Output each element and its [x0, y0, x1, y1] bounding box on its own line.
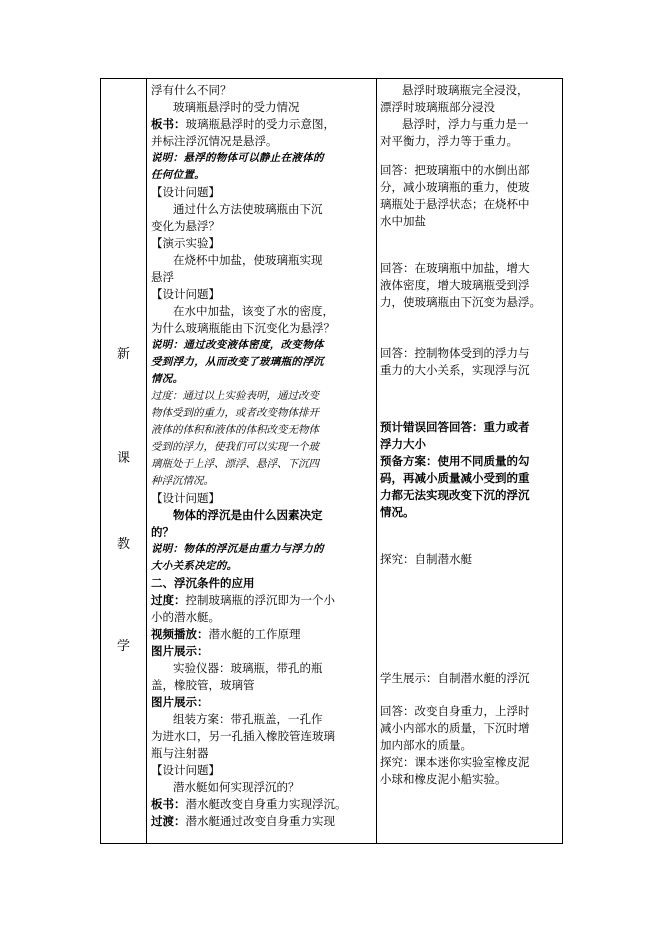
student-line: 回答：在玻璃瓶中加盐，增大 — [380, 261, 530, 275]
teacher-line: 受到浮力，从而改变了玻璃瓶的浮沉 — [151, 356, 324, 368]
column-divider — [376, 79, 377, 843]
teacher-line: 二、浮沉条件的应用 — [151, 576, 255, 590]
student-line: 重力的大小关系，实现浮与沉 — [380, 363, 530, 377]
teacher-line: 【演示实验】 — [151, 236, 220, 250]
teacher-line: 为什么玻璃瓶能由下沉变化为悬浮？ — [151, 321, 335, 335]
student-line: 探究：自制潜水艇 — [380, 552, 472, 566]
teacher-line: 物体受到的重力，或者改变物体排开 — [151, 407, 319, 419]
teacher-line: 瓶与注射器 — [151, 746, 209, 760]
teacher-line: 种浮沉情况。 — [151, 475, 214, 487]
line-text: 潜水艇改变自身重力实现浮沉。 — [185, 797, 347, 811]
teacher-line: 图片展示： — [151, 695, 209, 709]
teacher-line: 【设计问题】 — [151, 287, 220, 301]
student-line: 璃瓶处于悬浮状态；在烧杯中 — [380, 197, 530, 211]
student-line: 分，减小玻璃瓶的重力，使玻 — [380, 180, 530, 194]
teacher-line: 说明：通过改变液体密度，改变物体 — [151, 339, 324, 351]
line-prefix: 板书： — [151, 117, 186, 131]
student-line: 预计错误回答回答：重力或者 — [380, 420, 530, 434]
student-line: 回答：把玻璃瓶中的水倒出部 — [380, 163, 530, 177]
student-line: 对平衡力，浮力等于重力。 — [380, 134, 518, 148]
column-divider — [146, 79, 147, 843]
teacher-line: 组装方案：带孔瓶盖，一孔作 — [173, 712, 323, 726]
student-line: 水中加盐 — [380, 214, 426, 228]
teacher-line: 说明：悬浮的物体可以静止在液体的 — [151, 152, 324, 164]
student-line: 码，再减小质量减小受到的重 — [380, 471, 530, 485]
student-line: 回答：控制物体受到的浮力与 — [380, 346, 530, 360]
side-label-char: 教 — [116, 537, 130, 552]
teacher-line: 璃瓶处于上浮、漂浮、悬浮、下沉四 — [151, 458, 319, 470]
teacher-line: 在水中加盐，该变了水的密度， — [173, 304, 334, 318]
teacher-line: 并标注浮沉情况是悬浮。 — [151, 134, 278, 148]
student-line: 学生展示：自制潜水艇的浮沉 — [380, 671, 530, 685]
student-activity-column — [380, 82, 562, 788]
teacher-line: 浮有什么不同？ — [151, 83, 232, 97]
line-text: 玻璃瓶悬浮时的受力示意图， — [185, 117, 335, 131]
teacher-line — [151, 813, 373, 830]
side-label-char: 课 — [116, 451, 130, 466]
teacher-line: 潜水艇如何实现浮沉的？ — [173, 780, 300, 794]
line-text: 潜水艇的工作原理 — [208, 627, 301, 641]
side-label-char: 新 — [116, 347, 130, 362]
student-line: 减小内部水的质量，下沉时增 — [380, 721, 530, 735]
teacher-line — [151, 796, 373, 813]
student-line: 力，使玻璃瓶由下沉变为悬浮。 — [380, 295, 541, 309]
teacher-line: 说明：物体的浮沉是由重力与浮力的 — [151, 543, 324, 555]
line-prefix: 过度： — [151, 593, 186, 607]
teacher-line: 的？ — [151, 525, 174, 539]
teacher-line — [151, 592, 373, 609]
teacher-line: 图片展示： — [151, 644, 209, 658]
teacher-line: 【设计问题】 — [151, 763, 220, 777]
teacher-line: 通过什么方法使玻璃瓶由下沉 — [173, 202, 323, 216]
student-line: 回答：改变自身重力，上浮时 — [380, 704, 530, 718]
teacher-line: 任何位置。 — [151, 169, 205, 181]
teacher-line — [151, 626, 373, 643]
student-line: 小球和橡皮泥小船实验。 — [380, 772, 507, 786]
student-line: 液体密度，增大玻璃瓶受到浮 — [380, 278, 530, 292]
teacher-line: 变化为悬浮？ — [151, 219, 220, 233]
line-text: 控制玻璃瓶的浮沉即为一个小 — [185, 593, 335, 607]
teacher-line: 情况。 — [151, 373, 184, 385]
student-line: 探究：课本迷你实验室橡皮泥 — [380, 755, 530, 769]
student-line: 加内部水的质量。 — [380, 738, 472, 752]
student-line: 悬浮时，浮力与重力是一 — [402, 117, 529, 131]
line-prefix: 视频播放： — [151, 627, 209, 641]
student-line: 情况。 — [380, 505, 415, 519]
side-label-char: 学 — [116, 639, 130, 654]
teacher-line: 实验仪器：玻璃瓶，带孔的瓶 — [173, 661, 323, 675]
lesson-table — [100, 78, 563, 844]
teacher-line: 盖，橡胶管，玻璃管 — [151, 678, 255, 692]
line-text: 潜水艇通过改变自身重力实现 — [185, 814, 335, 828]
teacher-line: 悬浮 — [151, 270, 174, 284]
teacher-line: 过度：通过以上实验表明，通过改变 — [151, 390, 319, 402]
teacher-line — [151, 116, 373, 133]
teacher-line: 【设计问题】 — [151, 185, 220, 199]
teacher-line: 玻璃瓶悬浮时的受力情况 — [173, 100, 300, 114]
student-line: 力都无法实现改变下沉的浮沉 — [380, 488, 530, 502]
line-prefix: 板书： — [151, 797, 186, 811]
line-prefix: 过渡： — [151, 814, 186, 828]
teacher-line: 在烧杯中加盐，使玻璃瓶实现 — [173, 253, 323, 267]
student-line: 浮力大小 — [380, 437, 426, 451]
teacher-line: 受到的浮力，使我们可以实现一个玻 — [151, 441, 319, 453]
student-line: 悬浮时玻璃瓶完全浸没， — [402, 83, 529, 97]
teacher-line: 大小关系决定的。 — [151, 560, 238, 572]
teacher-line: 【设计问题】 — [151, 491, 220, 505]
student-line: 漂浮时玻璃瓶部分浸没 — [380, 100, 495, 114]
teacher-line: 为进水口，另一孔插入橡胶管连玻璃 — [151, 729, 335, 743]
teacher-line: 物体的浮沉是由什么因素决定 — [173, 508, 323, 522]
teacher-line: 小的潜水艇。 — [151, 610, 220, 624]
teacher-activity-column — [151, 82, 373, 830]
student-line: 预备方案：使用不同质量的勾 — [380, 454, 530, 468]
teacher-line: 液体的体积和液体的体积改变无物体 — [151, 424, 319, 436]
